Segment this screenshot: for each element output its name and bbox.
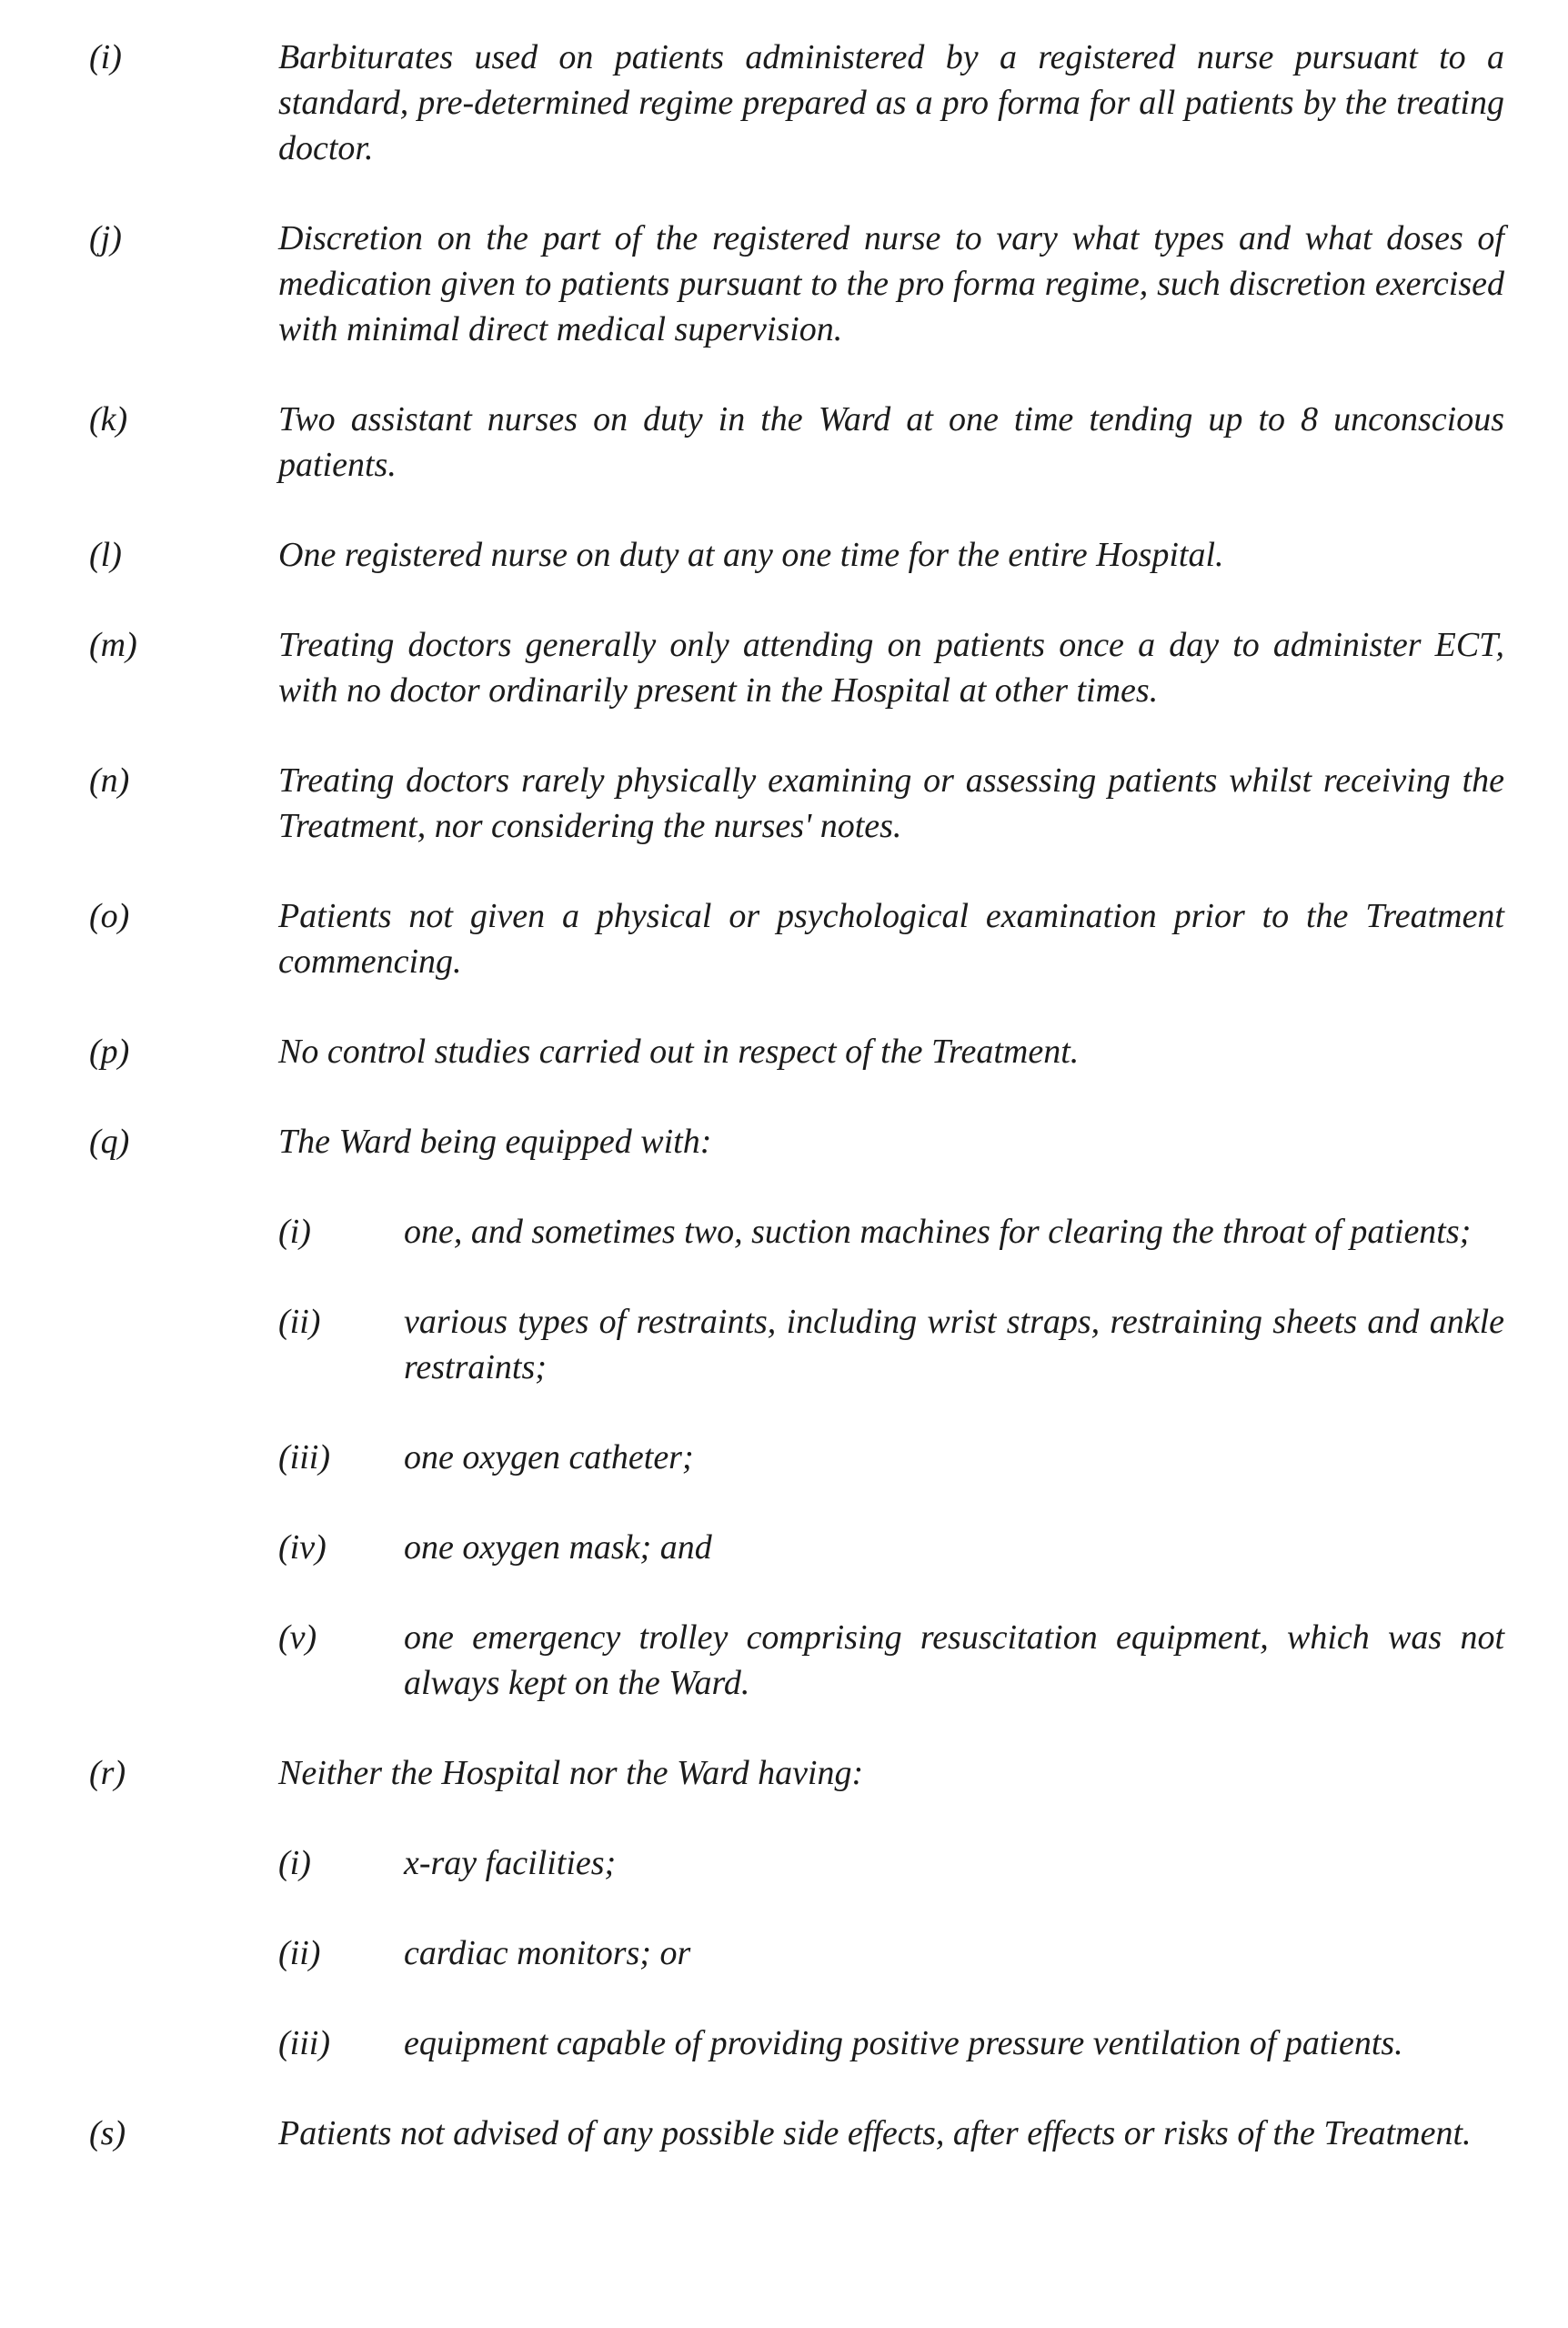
list-item-j <box>89 216 1504 352</box>
sublist-item <box>278 1299 1504 1390</box>
item-text: Patients not advised of any possible side effects, after effects or risks of the Treatment. <box>278 2114 1472 2152</box>
item-label: (m) <box>89 626 137 664</box>
sublist-item <box>278 1209 1504 1255</box>
sublist-item <box>278 1525 1504 1570</box>
item-label: (j) <box>89 219 122 257</box>
subitem-text: one oxygen mask; and <box>404 1528 712 1567</box>
subitem-label: (v) <box>278 1618 317 1657</box>
subitem-label: (i) <box>278 1844 311 1882</box>
item-text: Treating doctors rarely physically examining or assessing patients whilst receiving the Treatment, nor considering the nurses' notes. <box>278 761 1504 845</box>
list-item-q <box>89 1119 1504 1706</box>
list-item-m <box>89 622 1504 713</box>
item-text: Discretion on the part of the registered nurse to vary what types and what doses of medication given to patients pursuant to the pro forma regime, such discretion exercised with minimal direct medical supervision. <box>278 219 1504 348</box>
subitem-text: equipment capable of providing positive pressure ventilation of patients. <box>404 2024 1403 2062</box>
item-content <box>278 1750 1504 2066</box>
sublist-item <box>278 2021 1504 2066</box>
item-label: (k) <box>89 400 128 438</box>
item-text: One registered nurse on duty at any one time for the entire Hospital. <box>278 536 1224 574</box>
item-text: The Ward being equipped with: <box>278 1123 712 1161</box>
list-item-s <box>89 2111 1504 2156</box>
item-content <box>278 1119 1504 1706</box>
item-text: Barbiturates used on patients administered by a registered nurse pursuant to a standard, pre-determined regime prepared as a pro forma for all patients by the treating doctor. <box>278 38 1504 167</box>
item-label: (p) <box>89 1033 130 1071</box>
list-item-k <box>89 397 1504 488</box>
subitem-text: cardiac monitors; or <box>404 1934 691 1972</box>
subitem-label: (iv) <box>278 1528 327 1567</box>
sublist-item <box>278 1930 1504 1976</box>
item-text: No control studies carried out in respect of the Treatment. <box>278 1033 1080 1071</box>
item-label: (l) <box>89 536 122 574</box>
list-item-o <box>89 893 1504 984</box>
list-item-r <box>89 1750 1504 2066</box>
item-text: Patients not given a physical or psychological examination prior to the Treatment commencing. <box>278 897 1504 981</box>
list-item-n <box>89 758 1504 849</box>
subitem-text: x-ray facilities; <box>404 1844 617 1882</box>
item-text: Neither the Hospital nor the Ward having: <box>278 1754 864 1792</box>
item-label: (n) <box>89 761 130 800</box>
sublist <box>278 1840 1504 2066</box>
subitem-text: one, and sometimes two, suction machines for clearing the throat of patients; <box>404 1213 1472 1251</box>
item-label: (r) <box>89 1754 126 1792</box>
list-item-p <box>89 1029 1504 1074</box>
item-label: (s) <box>89 2114 126 2152</box>
item-text: Two assistant nurses on duty in the Ward at one time tending up to 8 unconscious patients. <box>278 400 1504 484</box>
subitem-text: one emergency trolley comprising resuscitation equipment, which was not always kept on the Ward. <box>404 1618 1504 1702</box>
sublist <box>278 1209 1504 1706</box>
sublist-item <box>278 1840 1504 1886</box>
subitem-label: (ii) <box>278 1934 321 1972</box>
subitem-text: various types of restraints, including wrist straps, restraining sheets and ankle restraints; <box>404 1303 1504 1386</box>
item-label: (i) <box>89 38 122 76</box>
sublist-item <box>278 1615 1504 1706</box>
subitem-label: (iii) <box>278 2024 330 2062</box>
item-text: Treating doctors generally only attending on patients once a day to administer ECT, with no doctor ordinarily present in the Hospital at other times. <box>278 626 1504 710</box>
subitem-text: one oxygen catheter; <box>404 1438 694 1476</box>
item-label: (q) <box>89 1123 130 1161</box>
list-item-i <box>89 35 1504 171</box>
subitem-label: (iii) <box>278 1438 330 1476</box>
list-item-l <box>89 532 1504 578</box>
item-label: (o) <box>89 897 130 935</box>
subitem-label: (i) <box>278 1213 311 1251</box>
subitem-label: (ii) <box>278 1303 321 1341</box>
sublist-item <box>278 1435 1504 1480</box>
